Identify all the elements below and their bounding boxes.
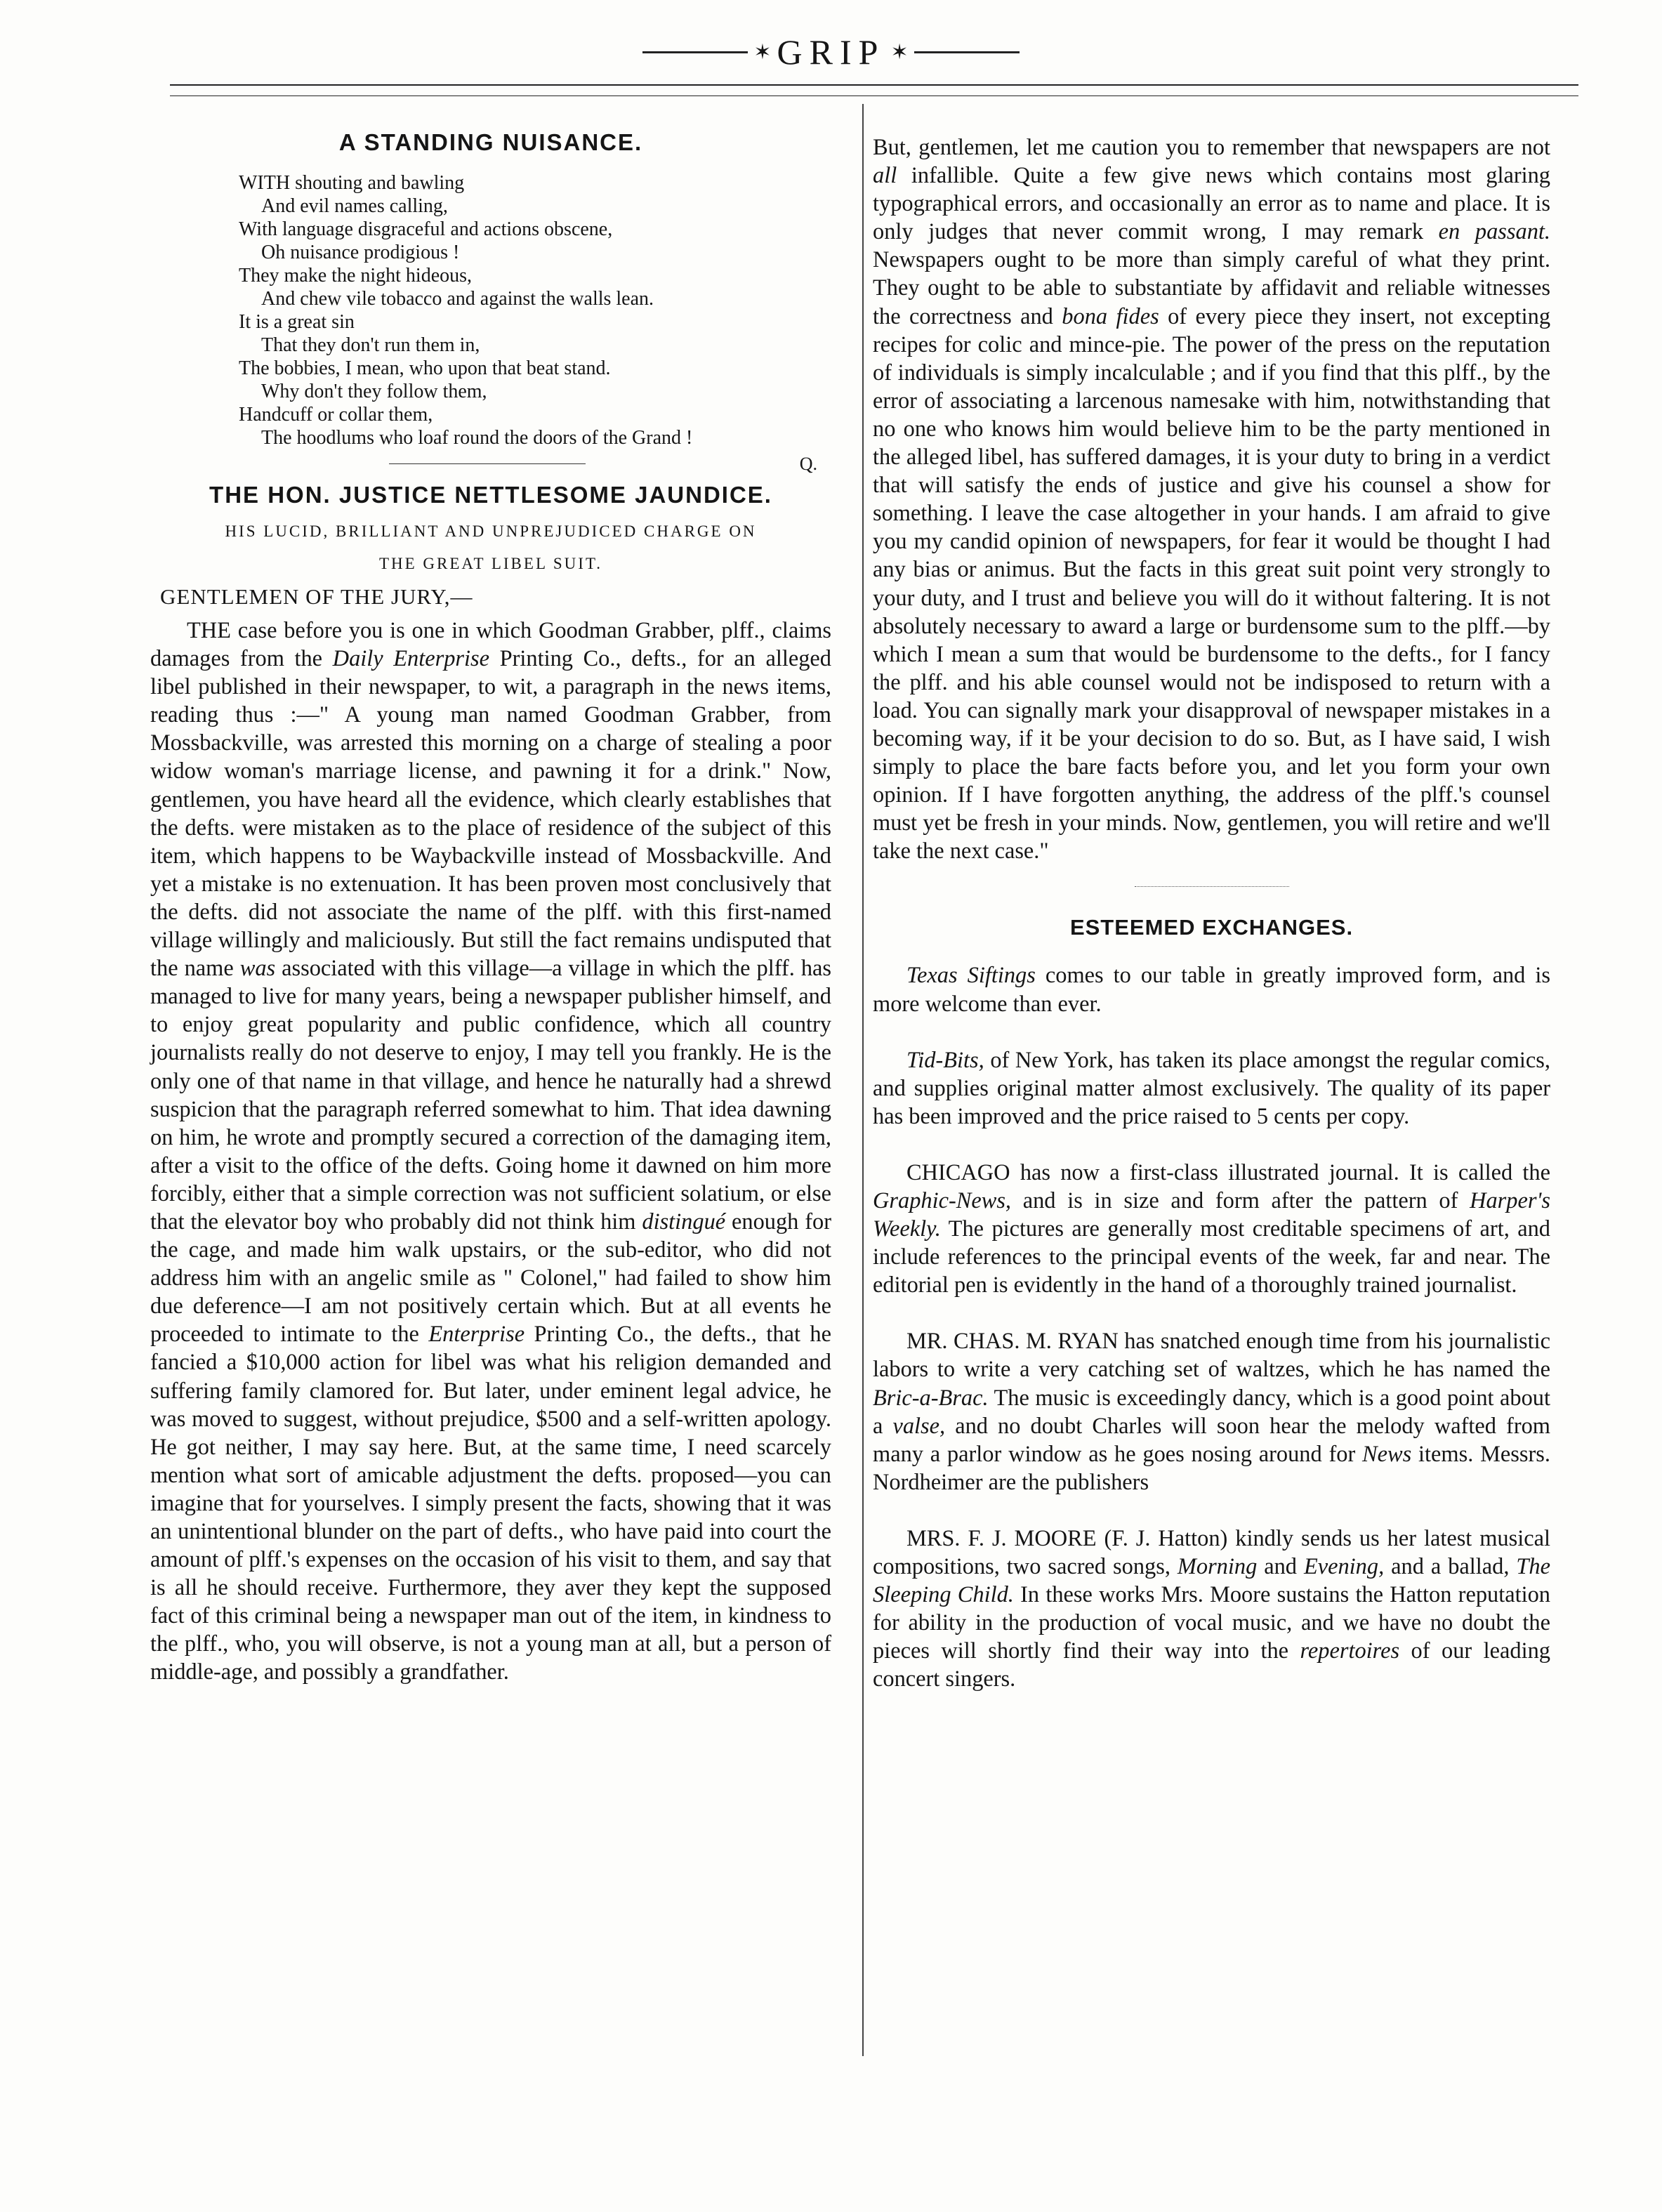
italic-text: bona fides bbox=[1062, 303, 1159, 329]
small-caps-text: MR. CHAS. M. RYAN bbox=[906, 1329, 1119, 1355]
text: Printing Co., defts., for an alleged libel published in their newspaper, to wit, a paragraph in the news items, reading thus :—" A young man named Goodman Grabber, from Mossbackville, was arrested this morning on a charge of stealing a poor widow woman's marriage license, and pawning it for a drink." Now, gentlemen, you have heard all the evidence, which clearly establishes that the defts. were mistaken as to the place of residence of the subject of this item, which happens to be Waybackville instead of Mossbackville. And yet a mistake is no extenuation. It has been proven most conclusively that the defts. did not associate the name of the plff. with this first-named village willingly and maliciously. But still the fact remains undisputed that the name bbox=[150, 646, 831, 982]
exchange-item bbox=[873, 1159, 1550, 1299]
text: of New York, has taken its place amongst the regular comics, and supplies original matter almost exclusively. The quality of its paper has been improved and the price raised to 5 cents per copy. bbox=[873, 1047, 1550, 1129]
text: Printing Co., the defts., that he fancied a $10,000 action for libel was what his religion demanded and suffering family clamored for. But later, under eminent legal advice, he was moved to suggest, without prejudice, $500 and a self-written apology. He got neither, I may say here. But, at the same time, I need scarcely mention what sort of amicable adjustment the defts. proposed—you can imagine that for yourselves. I simply present the facts, showing that it was an unintentional blunder on the part of defts., who have paid into court the amount of plff.'s expenses on the occasion of his visit to them, and say that is all he should receive. Furthermore, they aver they kept the supposed fact of this criminal being a newspaper man out of the item, in kindness to the plff., who, you will observe, is not a young man at all, but a person of middle-age, and possibly a grandfather. bbox=[150, 1322, 831, 1685]
right-column bbox=[873, 133, 1550, 1722]
text: (F. J. Hatton) kindly sends us her latest musical compositions, two sacred songs, bbox=[873, 1525, 1550, 1580]
text: infallible. Quite a few give news which contains most glaring typographical errors, and occasionally an error as to name and place. It is only judges that never commit wrong, I may remark bbox=[873, 163, 1550, 245]
text: and no doubt Charles will soon hear the melody wafted from many a parlor window as he goes nosing around for bbox=[873, 1413, 1550, 1467]
text: and a ballad, bbox=[1384, 1554, 1517, 1580]
italic-text: Morning bbox=[1177, 1554, 1258, 1580]
poem-line: Handcuff or collar them, bbox=[239, 404, 433, 426]
text: of our leading concert singers. bbox=[873, 1638, 1550, 1692]
exchange-item bbox=[873, 1525, 1550, 1694]
article-subtitle-line: THE GREAT LIBEL SUIT. bbox=[378, 555, 603, 572]
text: and is in size and form after the pattern of bbox=[1011, 1188, 1470, 1213]
italic-text: Enterprise bbox=[428, 1322, 525, 1348]
text: of every piece they insert, not excepting recipes for colic and mince-pie. The power of the press on the reputation of individuals is simply incalculable ; and if you find that this plff., by the error of associating a larcenous namesake with him, notwithstanding that no one who knows him would believe him to be the party mentioned in the alleged libel, has suffered damages, it is your duty to bring in a verdict that will satisfy the ends of justice and give his counsel a show for something. I leave the case altogether in your hands. I am afraid to give you my candid opinion of newspapers, for fear it would be thought I had any bias or animus. But the facts in this great suit point very strongly to your duty, and I trust and believe you will do it without faltering. It is not absolutely necessary to award a large or burdensome sum to the plff.—by which I mean a sum that would be burdensome to the defts., for I fancy the plff. and his able counsel would not be indisposed to return with a load. You can signally mark your disapproval of newspaper mistakes in a becoming way, if it be your decision to do so. But, as I have said, I wish simply to place the bare facts before you, and let you form your own opinion. If I have forgotten anything, the address of the plff.'s counsel must yet be fresh in your minds. Now, gentlemen, you will retire and we'll take the next case." bbox=[873, 303, 1551, 864]
exchange-item bbox=[873, 1327, 1550, 1496]
poem-line: And chew vile tobacco and against the walls lean. bbox=[261, 288, 654, 310]
text: has now a first-class illustrated journal. It is called the bbox=[1010, 1159, 1550, 1185]
article-paragraph bbox=[150, 617, 831, 1687]
poem-signature: Q. bbox=[799, 454, 817, 474]
italic-text: News bbox=[1362, 1441, 1412, 1467]
text: comes to our table in greatly improved form, and is more welcome than ever. bbox=[873, 963, 1550, 1017]
article-subtitle bbox=[150, 515, 831, 580]
poem-line: The hoodlums who loaf round the doors of the Grand ! bbox=[261, 427, 693, 449]
star-icon: ✶ bbox=[753, 40, 772, 64]
drop-word: THE bbox=[187, 618, 231, 643]
poem-line: That they don't run them in, bbox=[261, 334, 480, 356]
italic-text: Tid-Bits, bbox=[906, 1047, 984, 1073]
text: The music is exceedingly dancy, which is a good point about a bbox=[873, 1385, 1550, 1439]
masthead-title: GRIP bbox=[777, 32, 885, 72]
divider bbox=[389, 463, 586, 464]
italic-text: valse, bbox=[892, 1413, 946, 1439]
masthead bbox=[0, 31, 1662, 73]
poem-line bbox=[239, 171, 831, 195]
text: shouting and bawling bbox=[290, 172, 465, 194]
article-paragraph-continued bbox=[873, 133, 1550, 865]
star-icon: ✶ bbox=[890, 40, 909, 64]
text: and bbox=[1257, 1554, 1304, 1580]
poem-signature-row bbox=[150, 454, 831, 482]
poem-line: It is a great sin bbox=[239, 311, 355, 333]
text: has snatched enough time from his journalistic labors to write a very catching set of waltzes, which he has named the bbox=[873, 1329, 1551, 1383]
italic-text: Daily Enterprise bbox=[332, 646, 489, 672]
exchange-item bbox=[873, 961, 1550, 1018]
text: items. Messrs. Nordheimer are the publishers bbox=[873, 1441, 1550, 1495]
italic-text: Harper's Weekly. bbox=[873, 1188, 1550, 1242]
text: In these works Mrs. Moore sustains the Hatton reputation for ability in the production of vocal music, and we have no doubt the pieces will shortly find their way into the bbox=[873, 1582, 1550, 1664]
italic-text: Evening, bbox=[1303, 1554, 1385, 1580]
text: Newspapers ought to be more than simply careful of what they print. They ought to be able to substantiate by affidavit and reliable witnesses the correctness and bbox=[873, 247, 1550, 329]
small-caps-text: MRS. F. J. MOORE bbox=[906, 1525, 1097, 1551]
salutation: GENTLEMEN OF THE JURY,— bbox=[160, 584, 473, 609]
left-column bbox=[150, 121, 831, 1687]
masthead-left-rule bbox=[642, 51, 748, 53]
italic-text: Texas Siftings bbox=[906, 963, 1036, 989]
poem-line: They make the night hideous, bbox=[239, 265, 473, 287]
poem bbox=[239, 171, 831, 449]
italic-text: was bbox=[239, 956, 276, 982]
masthead-right-rule bbox=[914, 51, 1020, 53]
drop-word: WITH bbox=[239, 172, 291, 194]
poem-line: Oh nuisance prodigious ! bbox=[261, 242, 460, 263]
text: associated with this village—a village in which the plff. has managed to live for many years, being a newspaper publisher himself, and to enjoy great popularity and public confidence, which all country journalists really do not deserve to enjoy, I may tell you frankly. He is the only one of that name in that village, and hence he naturally had a shrewd suspicion that the paragraph referred somewhat to him. That idea dawning on him, he wrote and promptly secured a correction of the damaging item, after a visit to the office of the defts. Going home it dawned on him more forcibly, either that a simple correction was not sufficient solatium, or else that the elevator boy who probably did not think him bbox=[150, 956, 831, 1235]
divider bbox=[1135, 886, 1289, 887]
poem-line: And evil names calling, bbox=[261, 195, 448, 217]
italic-text: distingué bbox=[642, 1209, 726, 1235]
poem-line: With language disgraceful and actions obscene, bbox=[239, 218, 613, 240]
header-rule bbox=[170, 84, 1578, 86]
exchanges-title: ESTEEMED EXCHANGES. bbox=[1069, 915, 1354, 940]
text: The pictures are generally most creditable specimens of art, and include references to the principal events of the week, far and near. The editorial pen is evidently in the hand of a thoroughly trained journalist. bbox=[873, 1216, 1550, 1298]
text: case before you is one in which Goodman Grabber, plff., claims damages from the bbox=[150, 618, 831, 672]
exchange-item bbox=[873, 1046, 1550, 1131]
poem-line: Why don't they follow them, bbox=[261, 381, 487, 402]
article-title: THE HON. JUSTICE NETTLESOME JAUNDICE. bbox=[209, 482, 772, 508]
italic-text: Bric-a-Brac. bbox=[873, 1385, 989, 1411]
small-caps-text: CHICAGO bbox=[906, 1159, 1010, 1185]
column-divider bbox=[862, 104, 864, 2056]
text: But, gentlemen, let me caution you to remember that newspapers are not bbox=[873, 135, 1550, 160]
italic-text: Graphic-News, bbox=[873, 1188, 1012, 1213]
article-subtitle-line: HIS LUCID, BRILLIANT AND UNPREJUDICED CHARGE ON bbox=[225, 522, 757, 540]
italic-text: The Sleeping Child. bbox=[873, 1554, 1550, 1608]
italic-text: en passant. bbox=[1438, 219, 1550, 245]
poem-title: A STANDING NUISANCE. bbox=[338, 129, 643, 155]
text: enough for the cage, and made him walk upstairs, or the sub-editor, who did not address him with an angelic smile as " Colonel," had failed to show him due deference—I am not positively certain which. But at all events he proceeded to intimate to the bbox=[150, 1209, 831, 1348]
italic-text: repertoires bbox=[1300, 1638, 1400, 1664]
poem-line: The bobbies, I mean, who upon that beat stand. bbox=[239, 357, 611, 379]
italic-text: all bbox=[873, 163, 897, 189]
